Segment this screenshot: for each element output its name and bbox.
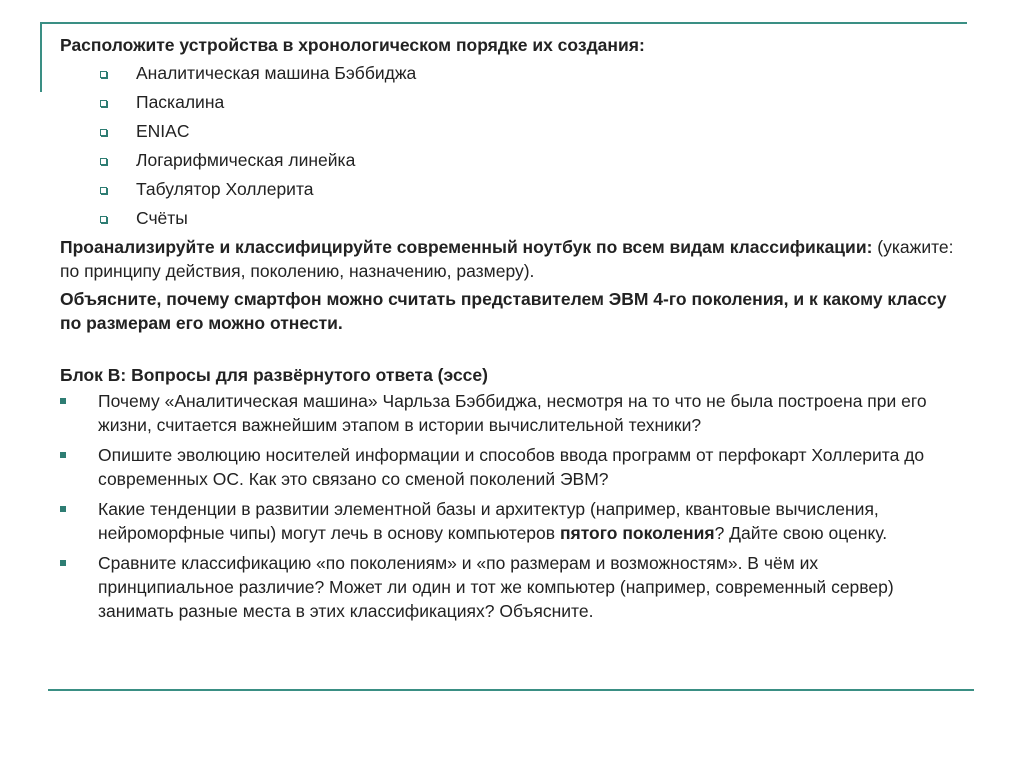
- hollow-square-bullet-icon: [100, 216, 107, 223]
- square-bullet-icon: [60, 452, 66, 458]
- list-item: [60, 551, 958, 623]
- list-item: [60, 117, 960, 146]
- device-label: Счёты: [136, 208, 188, 228]
- laptop-task: [60, 235, 960, 283]
- top-divider: [41, 22, 967, 24]
- list-item: [60, 146, 960, 175]
- device-label: Логарифмическая линейка: [136, 150, 356, 170]
- smartphone-task: Объясните, почему смартфон можно считать представителем ЭВМ 4-го поколения, и к какому классу по размерам его можно отнести.: [60, 289, 947, 333]
- block-b-title: Блок B: Вопросы для развёрнутого ответа (эссе): [60, 365, 488, 385]
- device-label: ENIAC: [136, 121, 190, 141]
- bottom-divider: [48, 689, 974, 691]
- device-label: Табулятор Холлерита: [136, 179, 314, 199]
- square-bullet-icon: [60, 398, 66, 404]
- hollow-square-bullet-icon: [100, 158, 107, 165]
- list-item: [60, 204, 960, 233]
- square-bullet-icon: [60, 506, 66, 512]
- hollow-square-bullet-icon: [100, 100, 107, 107]
- laptop-task-rest: (укажите: по принципу действия, поколению, назначению, размеру).: [60, 237, 954, 281]
- device-list: [60, 59, 960, 233]
- question-text: Опишите эволюцию носителей информации и способов ввода программ от перфокарт Холлерита до современных ОС. Как это связано со сменой поколений ЭВМ?: [98, 445, 925, 489]
- question-text-emphasis: пятого поколения: [559, 523, 715, 543]
- list-item: [60, 497, 958, 545]
- question-text: Почему «Аналитическая машина» Чарльза Бэббиджа, несмотря на то что не была построена при его жизни, считается важнейшим этапом в истории вычислительной техники?: [98, 391, 927, 435]
- hollow-square-bullet-icon: [100, 129, 107, 136]
- laptop-task-bold: Проанализируйте и классифицируйте современный ноутбук по всем видам классификации:: [60, 237, 873, 257]
- question-text: Сравните классификацию «по поколениям» и «по размерам и возможностям». В чём их принципиальное различие? Может ли один и тот же компьютер (например, современный сервер) занимать разные места в этих классификациях? Объясните.: [98, 553, 894, 621]
- hollow-square-bullet-icon: [100, 71, 107, 78]
- device-label: Паскалина: [136, 92, 225, 112]
- slide-content: [60, 33, 960, 629]
- order-task-heading: Расположите устройства в хронологическом порядке их создания:: [60, 35, 645, 55]
- list-item: [60, 88, 960, 117]
- list-item: [60, 59, 960, 88]
- question-text-start: Какие тенденции в развитии элементной базы и архитектур (например, квантовые вычисления, нейроморфные чипы) могут лечь в основу компьютеров: [98, 499, 879, 543]
- list-item: [60, 389, 958, 437]
- question-text-end: ? Дайте свою оценку.: [714, 523, 888, 543]
- hollow-square-bullet-icon: [100, 187, 107, 194]
- device-label: Аналитическая машина Бэббиджа: [136, 63, 417, 83]
- left-accent-line: [40, 22, 42, 92]
- list-item: [60, 443, 958, 491]
- essay-question-list: [60, 389, 960, 623]
- square-bullet-icon: [60, 560, 66, 566]
- section-spacer: [60, 339, 960, 363]
- list-item: [60, 175, 960, 204]
